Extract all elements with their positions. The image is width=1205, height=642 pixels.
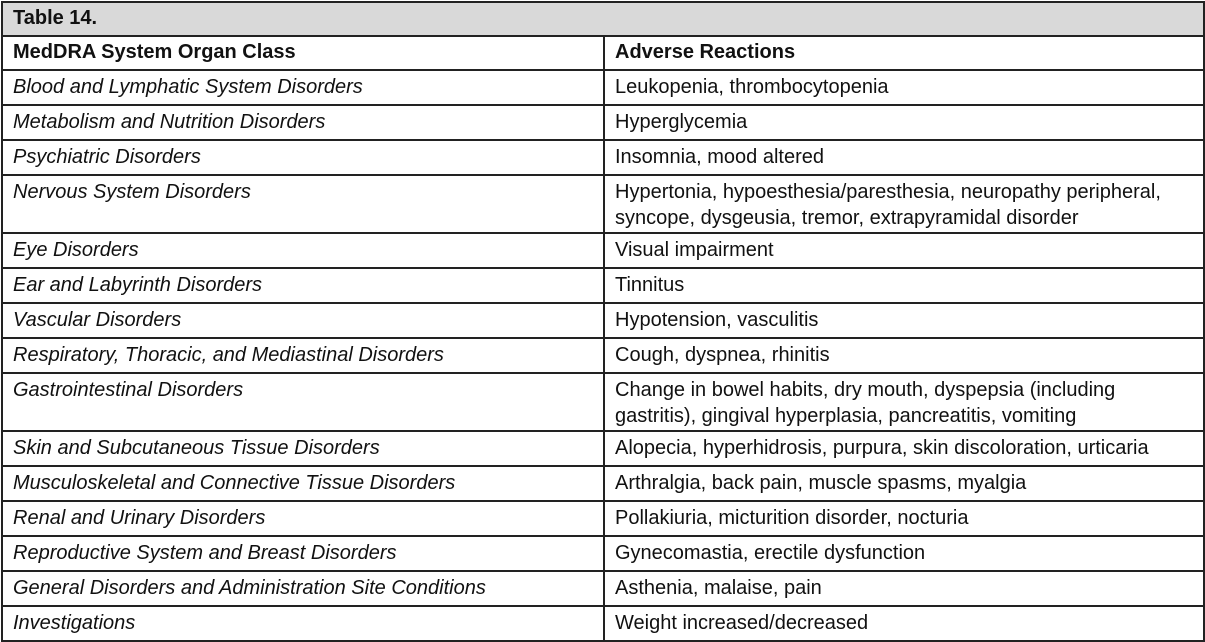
- reactions-cell: Visual impairment: [604, 233, 1204, 268]
- reactions-cell: Hypotension, vasculitis: [604, 303, 1204, 338]
- reactions-cell: Leukopenia, thrombocytopenia: [604, 70, 1204, 105]
- table-row: [2, 303, 1204, 338]
- table-row: [2, 140, 1204, 175]
- reactions-cell: Insomnia, mood altered: [604, 140, 1204, 175]
- soc-cell: Reproductive System and Breast Disorders: [2, 536, 604, 571]
- soc-cell: Nervous System Disorders: [2, 175, 604, 233]
- soc-cell: Investigations: [2, 606, 604, 641]
- column-header-soc: MedDRA System Organ Class: [2, 36, 604, 70]
- reactions-cell: Asthenia, malaise, pain: [604, 571, 1204, 606]
- soc-cell: Gastrointestinal Disorders: [2, 373, 604, 431]
- reactions-cell: Alopecia, hyperhidrosis, purpura, skin discoloration, urticaria: [604, 431, 1204, 466]
- soc-cell: General Disorders and Administration Site Conditions: [2, 571, 604, 606]
- reactions-cell: Weight increased/decreased: [604, 606, 1204, 641]
- soc-cell: Renal and Urinary Disorders: [2, 501, 604, 536]
- table-row: [2, 105, 1204, 140]
- table-row: [2, 536, 1204, 571]
- reactions-cell: Hypertonia, hypoesthesia/paresthesia, neuropathy peripheral, syncope, dysgeusia, tremor, extrapyramidal disorder: [604, 175, 1204, 233]
- soc-cell: Respiratory, Thoracic, and Mediastinal Disorders: [2, 338, 604, 373]
- reactions-cell: Change in bowel habits, dry mouth, dyspepsia (including gastritis), gingival hyperplasia, pancreatitis, vomiting: [604, 373, 1204, 431]
- soc-cell: Vascular Disorders: [2, 303, 604, 338]
- soc-cell: Musculoskeletal and Connective Tissue Disorders: [2, 466, 604, 501]
- column-header-reactions: Adverse Reactions: [604, 36, 1204, 70]
- soc-cell: Skin and Subcutaneous Tissue Disorders: [2, 431, 604, 466]
- soc-cell: Metabolism and Nutrition Disorders: [2, 105, 604, 140]
- adverse-reactions-table: [1, 1, 1205, 642]
- table-row: [2, 501, 1204, 536]
- table-row: [2, 571, 1204, 606]
- table-row: [2, 431, 1204, 466]
- reactions-cell: Gynecomastia, erectile dysfunction: [604, 536, 1204, 571]
- table-header-row: [2, 36, 1204, 70]
- table-title-row: [2, 2, 1204, 36]
- table-row: [2, 175, 1204, 233]
- soc-cell: Eye Disorders: [2, 233, 604, 268]
- table-row: [2, 466, 1204, 501]
- reactions-cell: Arthralgia, back pain, muscle spasms, myalgia: [604, 466, 1204, 501]
- reactions-cell: Cough, dyspnea, rhinitis: [604, 338, 1204, 373]
- table-row: [2, 606, 1204, 641]
- reactions-cell: Hyperglycemia: [604, 105, 1204, 140]
- reactions-cell: Pollakiuria, micturition disorder, nocturia: [604, 501, 1204, 536]
- soc-cell: Ear and Labyrinth Disorders: [2, 268, 604, 303]
- reactions-cell: Tinnitus: [604, 268, 1204, 303]
- soc-cell: Blood and Lymphatic System Disorders: [2, 70, 604, 105]
- table-row: [2, 70, 1204, 105]
- table-row: [2, 233, 1204, 268]
- table-row: [2, 268, 1204, 303]
- table-row: [2, 373, 1204, 431]
- table-row: [2, 338, 1204, 373]
- table-title: Table 14.: [2, 2, 1204, 36]
- soc-cell: Psychiatric Disorders: [2, 140, 604, 175]
